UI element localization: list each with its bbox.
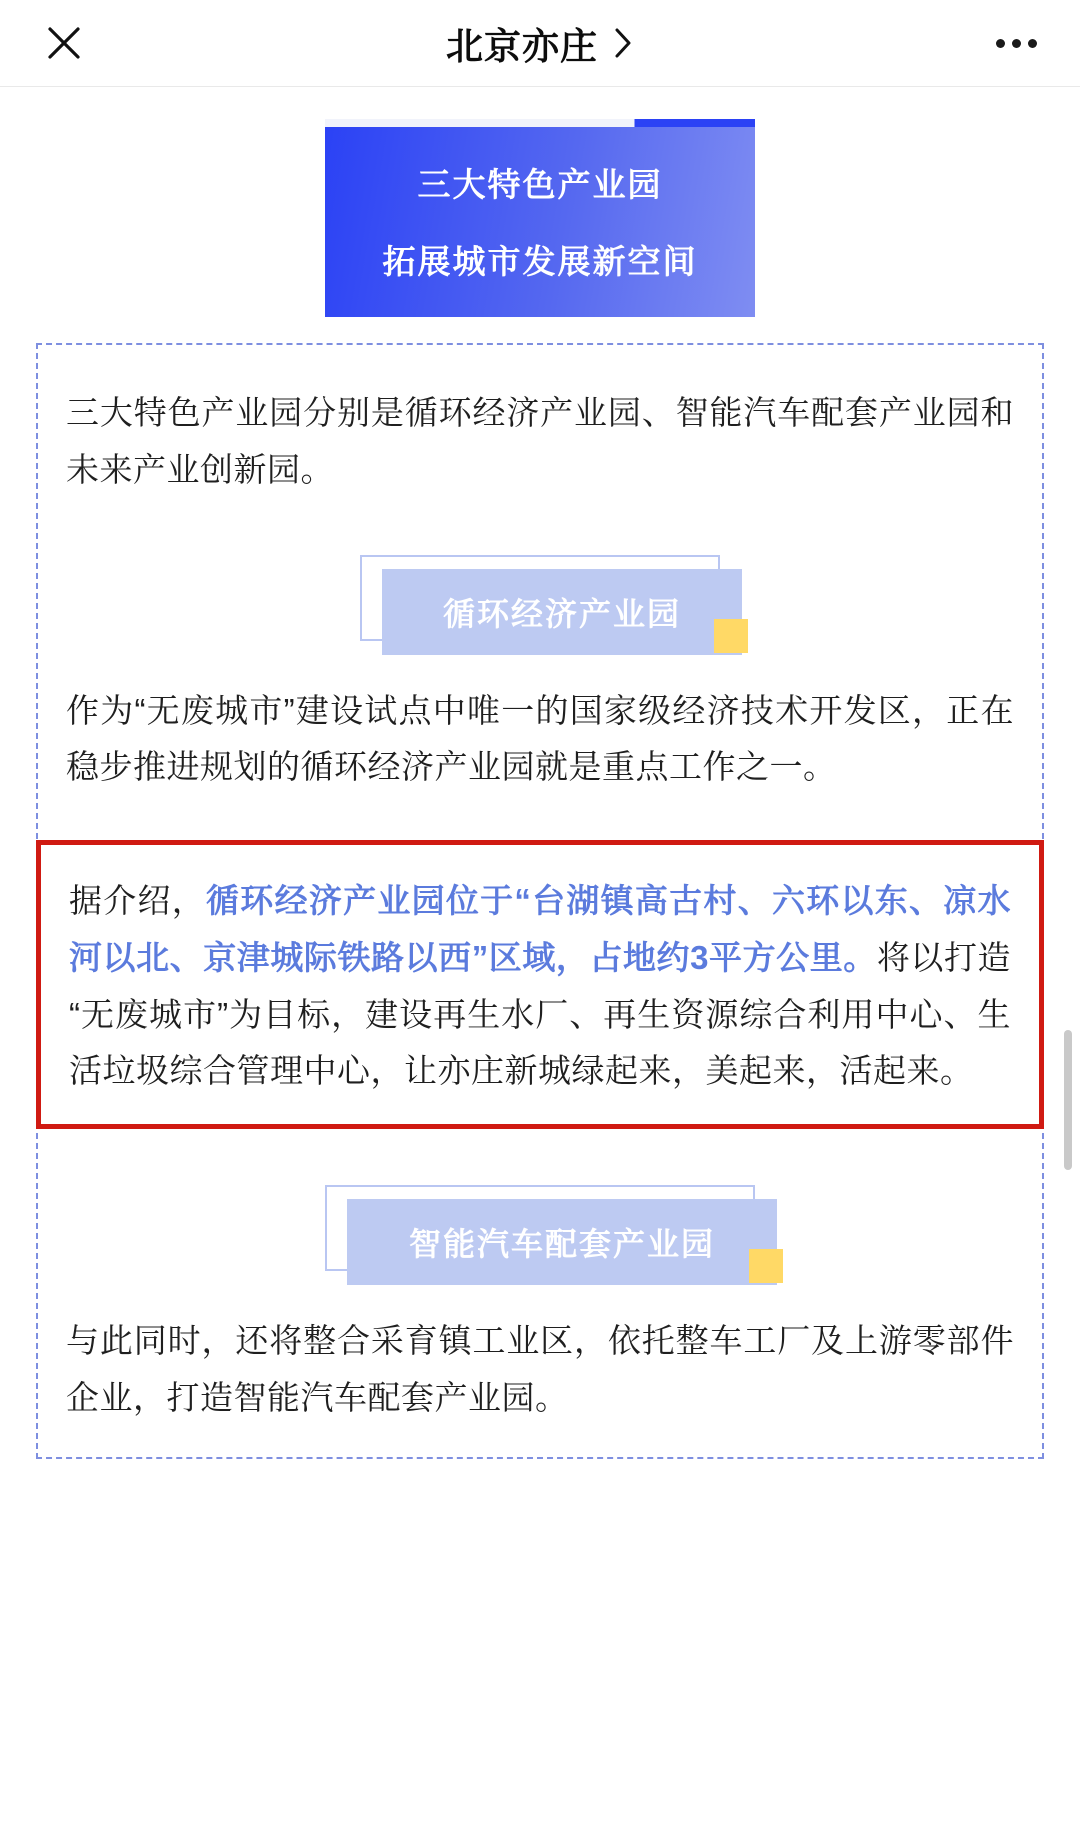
close-icon[interactable] <box>36 15 92 71</box>
banner-title-line2: 拓展城市发展新空间 <box>382 243 698 280</box>
highlight-rest-text: 将以打造“无废城市”为目标，建设再生水厂、再生资源综合利用中心、生活垃圾综合管理中心，让亦庄新城绿起来，美起来，活起来。 <box>69 938 1012 1090</box>
section-heading-recycling <box>66 555 1014 641</box>
dashed-content-box <box>36 343 1044 1459</box>
more-dot <box>1028 39 1037 48</box>
highlighted-paragraph-box <box>36 840 1044 1129</box>
intro-paragraph: 三大特色产业园分别是循环经济产业园、智能汽车配套产业园和未来产业创新园。 <box>66 394 1014 488</box>
more-options-icon[interactable] <box>988 15 1044 71</box>
section1-paragraph: 作为“无废城市”建设试点中唯一的国家级经济技术开发区，正在稳步推进规划的循环经济产业园就是重点工作之一。 <box>66 691 1014 786</box>
page-title: 北京亦庄 <box>446 26 598 67</box>
top-navigation-bar <box>0 0 1080 86</box>
more-dot <box>1012 39 1021 48</box>
page-title-group <box>0 0 1080 86</box>
highlighted-paragraph <box>69 873 1011 1100</box>
article-content <box>0 87 1080 1459</box>
article-banner <box>325 127 755 317</box>
chip-accent-square <box>714 619 748 653</box>
section-heading-smart-auto <box>66 1185 1014 1271</box>
chevron-right-icon[interactable] <box>612 26 634 60</box>
banner-container <box>0 87 1080 317</box>
highlight-emphasis-text: 循环经济产业园位于“台湖镇高古村、六环以东、凉水河以北、京津城际铁路以西”区域，占地约3平方公里。 <box>69 882 1012 976</box>
vertical-scrollbar[interactable] <box>1064 1030 1072 1170</box>
chip-fill <box>382 569 742 655</box>
banner-title-line1: 三大特色产业园 <box>417 166 663 203</box>
chip-fill <box>347 1199 777 1285</box>
section2-paragraph: 与此同时，还将整合采育镇工业区，依托整车工厂及上游零部件企业，打造智能汽车配套产业园。 <box>66 1322 1014 1416</box>
highlight-lead-text: 据介绍， <box>69 882 207 919</box>
section-heading-label: 循环经济产业园 <box>442 595 681 632</box>
more-dot <box>996 39 1005 48</box>
chip-accent-square <box>749 1249 783 1283</box>
section-heading-label: 智能汽车配套产业园 <box>408 1226 715 1262</box>
